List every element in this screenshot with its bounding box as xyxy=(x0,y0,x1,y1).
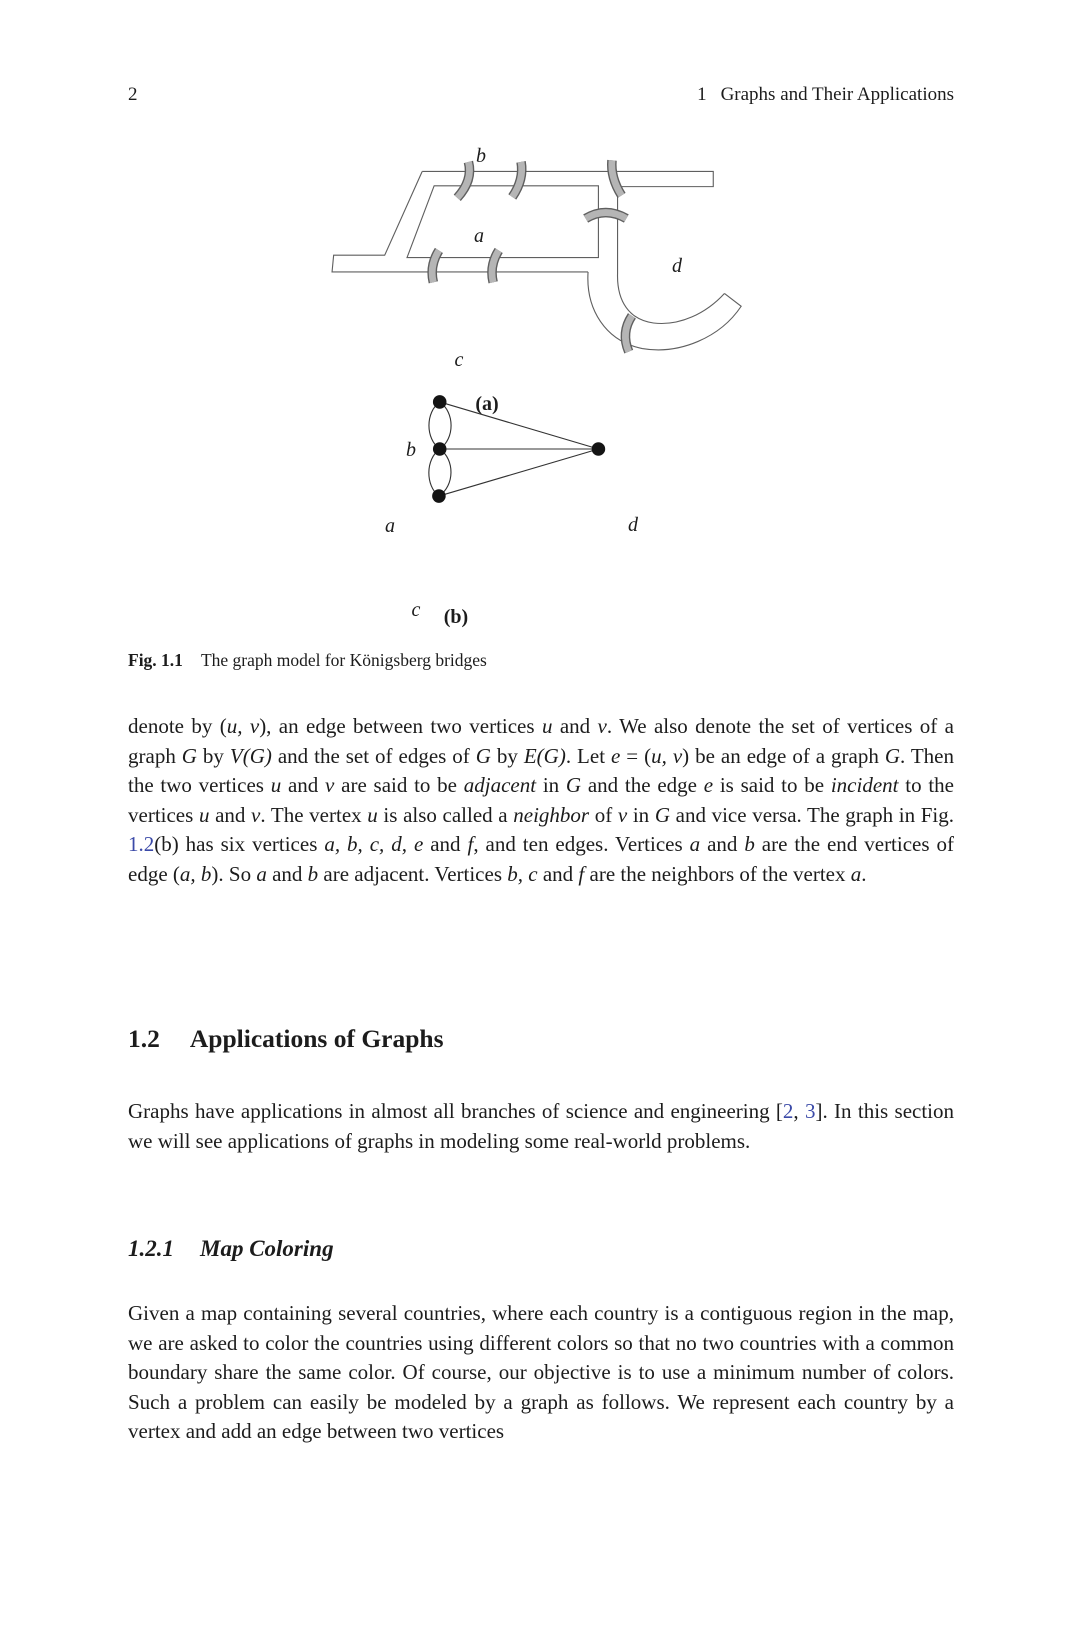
text-segment: u xyxy=(541,714,553,738)
text-segment: E(G) xyxy=(523,743,566,768)
figure-caption-label: Fig. 1.1 xyxy=(128,650,183,670)
bridge xyxy=(586,213,627,219)
edge-c-d xyxy=(439,449,599,496)
figure-1-1 xyxy=(128,130,954,642)
text-segment: e xyxy=(703,773,714,797)
vertex-a xyxy=(433,442,447,456)
text-segment: G xyxy=(475,743,491,768)
figure-caption xyxy=(128,650,954,671)
section-heading xyxy=(128,1024,444,1054)
text-segment: ]. In this section we will see applications of graphs in modeling some real-world problems. xyxy=(128,1099,955,1153)
cross-reference-link[interactable]: 3 xyxy=(805,1099,816,1123)
running-head xyxy=(128,84,954,106)
island-outline xyxy=(407,186,598,258)
subfigure-a-label: (a) xyxy=(475,393,499,415)
text-segment: v xyxy=(617,802,628,827)
text-segment: (b) has six vertices xyxy=(154,832,325,856)
vertex-label-d: d xyxy=(628,514,638,536)
chapter-number: 1 xyxy=(697,84,707,105)
text-segment: and xyxy=(423,832,468,856)
paragraph-graph-definitions xyxy=(128,712,954,889)
edge-b-d xyxy=(440,402,599,449)
text-segment: and xyxy=(281,773,326,797)
region-label-b: b xyxy=(476,145,486,167)
text-segment: G xyxy=(181,743,197,768)
text-segment: are adjacent. Vertices xyxy=(318,861,508,886)
section-title: Applications of Graphs xyxy=(189,1024,444,1053)
text-segment: and xyxy=(552,714,598,738)
region-label-d: d xyxy=(672,255,682,277)
text-segment: of xyxy=(589,802,618,827)
cross-reference-link[interactable]: 2 xyxy=(782,1099,794,1123)
subsection-title: Map Coloring xyxy=(200,1236,334,1261)
text-segment: f xyxy=(578,861,585,886)
chapter-running-title xyxy=(697,84,954,106)
region-label-a: a xyxy=(474,225,484,247)
text-segment: and xyxy=(209,802,252,827)
text-segment: ), an edge between two vertices xyxy=(259,714,542,738)
text-segment: in xyxy=(536,773,566,797)
subfigure-b-label: (b) xyxy=(443,606,469,628)
vertex-label-b: b xyxy=(406,439,416,461)
edge-a-c xyxy=(429,449,440,496)
edge-a-b xyxy=(429,402,440,449)
text-segment: = ( xyxy=(620,743,652,768)
text-segment: . The vertex xyxy=(260,802,368,827)
bridge xyxy=(492,250,499,282)
text-segment: ) be an edge of a graph xyxy=(682,743,885,768)
bridge xyxy=(432,250,439,282)
vertex-b xyxy=(433,395,447,409)
cross-reference-link[interactable]: 1.2 xyxy=(128,832,155,856)
text-segment: and the set of edges of xyxy=(271,743,476,768)
text-segment: G xyxy=(654,802,670,827)
vertex-label-c: c xyxy=(411,599,421,621)
text-segment: are said to be xyxy=(334,773,464,797)
text-segment: is also called a xyxy=(377,802,514,827)
text-segment: are the neighbors of the vertex xyxy=(584,861,851,886)
text-segment: v xyxy=(251,802,261,827)
text-segment: denote by ( xyxy=(128,714,227,738)
vertex-d xyxy=(592,442,606,456)
vertex-c xyxy=(432,489,446,503)
text-segment: u xyxy=(198,802,210,827)
text-segment: , xyxy=(793,1099,805,1123)
text-segment: a, b, c, d, e xyxy=(324,832,424,856)
text-segment: . We also denote the set of vertices of a graph xyxy=(128,714,954,768)
text-segment: adjacent xyxy=(463,773,537,797)
text-segment: a, b xyxy=(179,861,212,886)
text-segment: G xyxy=(884,743,901,768)
text-segment: neighbor xyxy=(513,802,590,827)
subsection-heading xyxy=(128,1236,334,1262)
text-segment: and vice versa. The graph in Fig. xyxy=(670,802,954,827)
text-segment: a xyxy=(689,832,701,856)
text-segment: . Let xyxy=(565,743,612,768)
text-segment: u, v xyxy=(651,743,683,768)
figure-1-1-artwork xyxy=(128,130,954,642)
text-segment: and xyxy=(266,861,308,886)
text-segment: . xyxy=(861,861,867,886)
edge-a-c-parallel xyxy=(439,449,451,496)
text-segment: . Then the two vertices xyxy=(128,743,955,797)
text-segment: b, c xyxy=(507,861,538,886)
chapter-title: Graphs and Their Applications xyxy=(720,84,954,105)
river-right-channel-inner xyxy=(618,187,725,324)
text-segment: u xyxy=(367,802,378,827)
vertex-label-a: a xyxy=(385,515,395,537)
river-hook-outer xyxy=(588,272,741,350)
text-segment: v xyxy=(325,773,335,797)
text-segment: b xyxy=(307,861,319,886)
subsection-number: 1.2.1 xyxy=(128,1236,174,1261)
paragraph-map-coloring: Given a map containing several countries, where each country is a contiguous region in the map, we are asked to color the countries using different colors so that no two countries with a common boundary share the same color. Of course, our objective is to use a minimum number of colors. Such a problem can easily be modeled by a graph as follows. We represent each country by a vertex and add an edge between two vertices xyxy=(128,1301,954,1443)
section-number: 1.2 xyxy=(128,1024,160,1053)
text-segment: b xyxy=(744,832,755,856)
text-segment: by xyxy=(196,743,230,768)
text-segment: are the end vertices of edge ( xyxy=(128,832,954,886)
paragraph-applications-intro xyxy=(128,1097,954,1156)
text-segment: u xyxy=(270,773,282,797)
text-segment: f xyxy=(467,832,474,856)
text-segment: Graphs have applications in almost all branches of science and engineering [ xyxy=(128,1099,783,1123)
figure-caption-text: The graph model for Königsberg bridges xyxy=(200,650,487,670)
text-segment: and xyxy=(537,861,579,886)
text-segment: v xyxy=(597,714,607,738)
graph-model-drawing xyxy=(429,395,605,503)
text-segment: a xyxy=(850,861,862,886)
text-segment: by xyxy=(490,743,524,768)
text-segment: ). So xyxy=(211,861,257,886)
text-segment: in xyxy=(627,802,655,827)
text-segment: e xyxy=(611,743,621,768)
text-segment: , and ten edges. Vertices xyxy=(473,832,690,856)
edge-a-b-parallel xyxy=(440,402,451,449)
text-segment: to the vertices xyxy=(128,773,954,827)
text-segment: and xyxy=(700,832,745,856)
text-segment: G xyxy=(565,773,582,797)
text-segment: is said to be xyxy=(713,773,831,797)
region-label-c: c xyxy=(454,349,464,371)
text-segment: and the edge xyxy=(581,773,704,797)
page-number: 2 xyxy=(128,84,138,105)
text-segment: u, v xyxy=(226,714,260,738)
text-segment: V(G) xyxy=(229,743,272,768)
text-segment: incident xyxy=(830,773,899,797)
text-segment: a xyxy=(256,861,267,886)
